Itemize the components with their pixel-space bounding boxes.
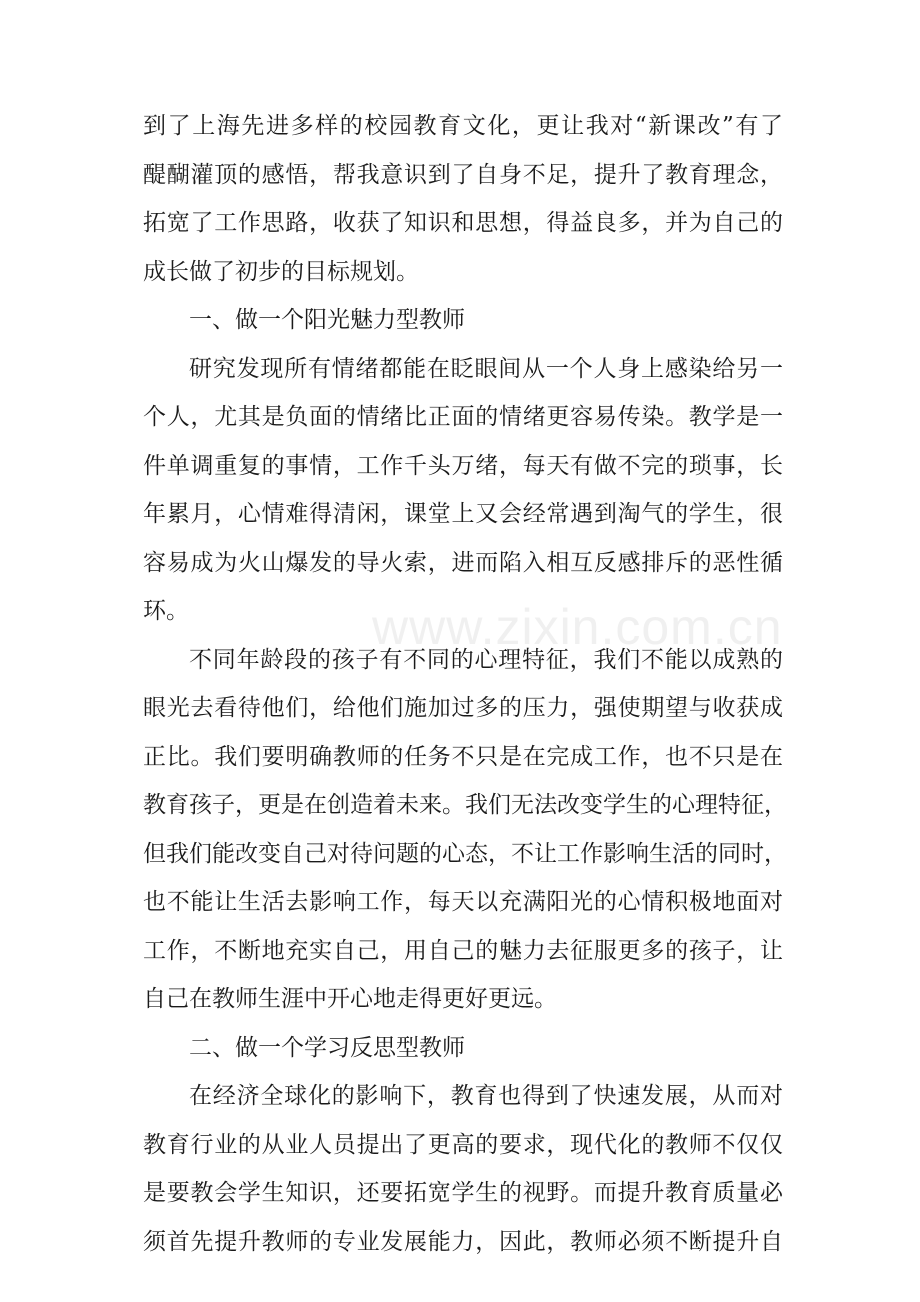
- paragraph-line: 工作，不断地充实自己，用自己的魅力去征服更多的孩子，让: [143, 937, 783, 964]
- paragraph-line: 教育行业的从业人员提出了更高的要求，现代化的教师不仅仅: [143, 1131, 783, 1158]
- paragraph-line: 到了上海先进多样的校园教育文化，更让我对“新课改”有了: [143, 113, 783, 139]
- paragraph-line: 个人，尤其是负面的情绪比正面的情绪更容易传染。教学是一: [143, 404, 783, 430]
- paragraph-line: 容易成为火山爆发的导火索，进而陷入相互反感排斥的恶性循: [143, 549, 783, 576]
- section-heading: 二、做一个学习反思型教师: [189, 1034, 465, 1061]
- section-heading: 一、做一个阳光魅力型教师: [189, 307, 465, 333]
- paragraph-line: 成长做了初步的目标规划。: [143, 258, 419, 285]
- paragraph-line: 年累月，心情难得清闲，课堂上又会经常遇到淘气的学生，很: [143, 501, 783, 527]
- paragraph-line: 自己在教师生涯中开心地走得更好更远。: [143, 986, 557, 1012]
- paragraph-line: 拓宽了工作思路，收获了知识和思想，得益良多，并为自己的: [143, 210, 783, 236]
- paragraph-line: 须首先提升教师的专业发展能力，因此，教师必须不断提升自: [143, 1228, 783, 1255]
- paragraph-line: 不同年龄段的孩子有不同的心理特征，我们不能以成熟的: [189, 646, 783, 673]
- paragraph-line: 醍醐灌顶的感悟，帮我意识到了自身不足，提升了教育理念，: [143, 161, 783, 188]
- paragraph-line: 教育孩子，更是在创造着未来。我们无法改变学生的心理特征，: [143, 792, 787, 818]
- paragraph-line: 也不能让生活去影响工作，每天以充满阳光的心情积极地面对: [143, 889, 783, 915]
- watermark: www.zixin.com.cn: [372, 599, 783, 655]
- paragraph-line: 但我们能改变自己对待问题的心态，不让工作影响生活的同时，: [143, 840, 787, 867]
- paragraph-line: 在经济全球化的影响下，教育也得到了快速发展，从而对: [189, 1083, 783, 1109]
- document-body: [143, 102, 787, 1266]
- paragraph-line: 正比。我们要明确教师的任务不只是在完成工作，也不只是在: [143, 743, 783, 770]
- paragraph-line: 件单调重复的事情，工作千头万绪，每天有做不完的琐事，长: [143, 452, 783, 479]
- paragraph-line: 环。: [143, 598, 189, 624]
- paragraph-line: 研究发现所有情绪都能在眨眼间从一个人身上感染给另一: [189, 355, 783, 382]
- paragraph-line: 是要教会学生知识，还要拓宽学生的视野。而提升教育质量必: [143, 1180, 783, 1206]
- paragraph-line: 眼光去看待他们，给他们施加过多的压力，强使期望与收获成: [143, 695, 783, 721]
